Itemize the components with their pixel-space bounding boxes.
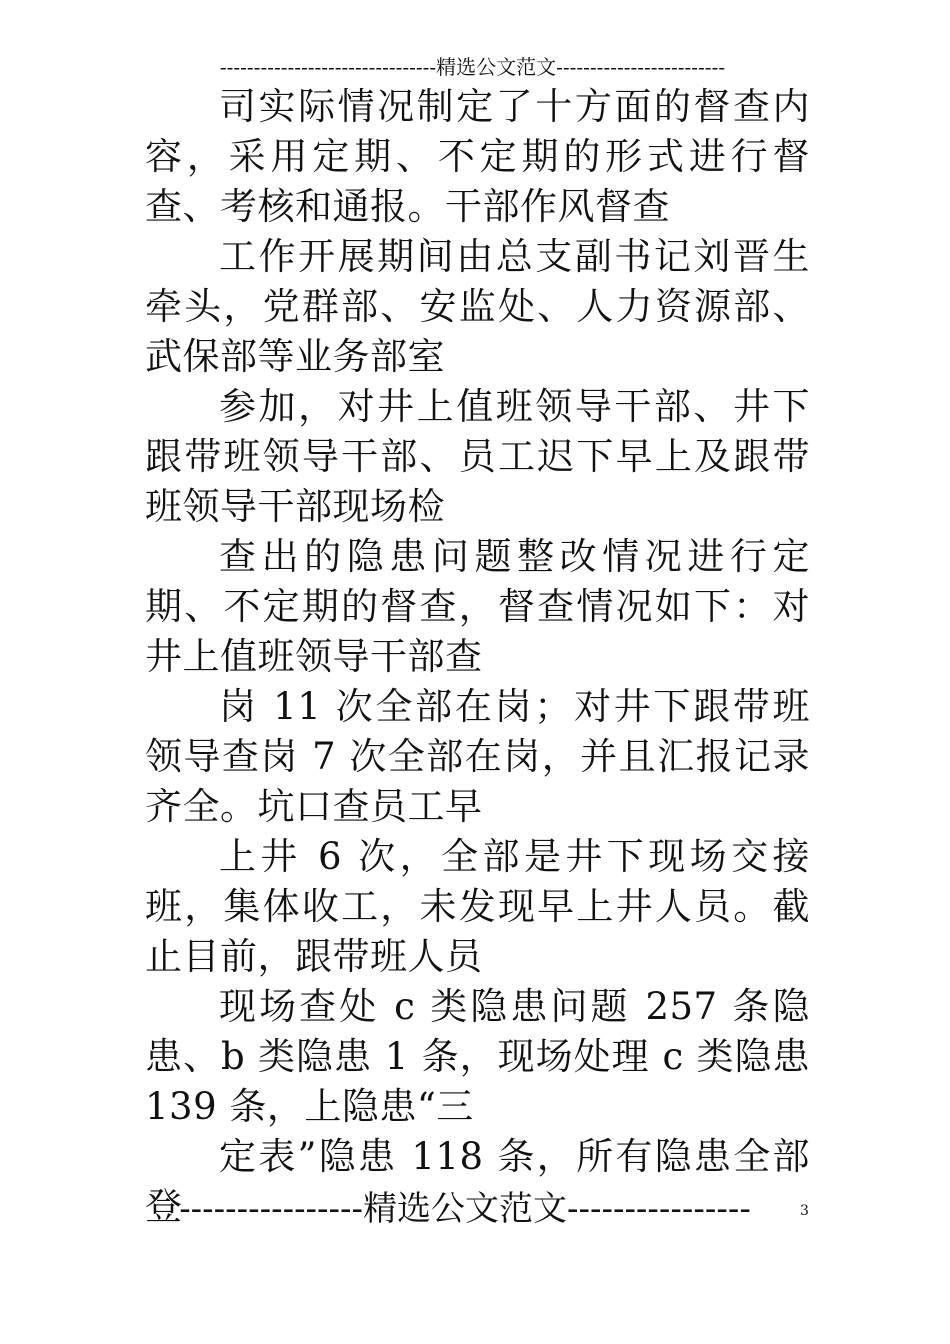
paragraph-7: 现场查处 c 类隐患问题 257 条隐患、b 类隐患 1 条，现场处理 c 类隐患 139 条，上隐患“三 (145, 985, 810, 1128)
page-header: --------------------------------精选公文范文------------------------- (219, 55, 726, 79)
paragraph-3: 参加，对井上值班领导干部、井下跟带班领导干部、员工迟下早上及跟带班领导干部现场检 (145, 385, 810, 528)
paragraph-1: 司实际情况制定了十方面的督查内容，采用定期、不定期的形式进行督查、考核和通报。干部作风督查 (145, 85, 810, 228)
page-footer: ----------------精选公文范文---------------- (179, 1189, 751, 1229)
paragraph-4: 查出的隐患问题整改情况进行定期、不定期的督查，督查情况如下：对井上值班领导干部查 (145, 535, 810, 678)
document-body (145, 82, 810, 1232)
paragraph-5: 岗 11 次全部在岗；对井下跟带班领导查岗 7 次全部在岗，并且汇报记录齐全。坑口查员工早 (145, 685, 810, 828)
paragraph-8: 定表”隐患 118 条，所有隐患全部登 (145, 1135, 810, 1228)
paragraph-6: 上井 6 次，全部是井下现场交接班，集体收工，未发现早上井人员。截止目前，跟带班人员 (145, 835, 810, 978)
paragraph-2: 工作开展期间由总支副书记刘晋生牵头，党群部、安监处、人力资源部、武保部等业务部室 (145, 235, 810, 378)
page-number: 3 (800, 1203, 809, 1219)
